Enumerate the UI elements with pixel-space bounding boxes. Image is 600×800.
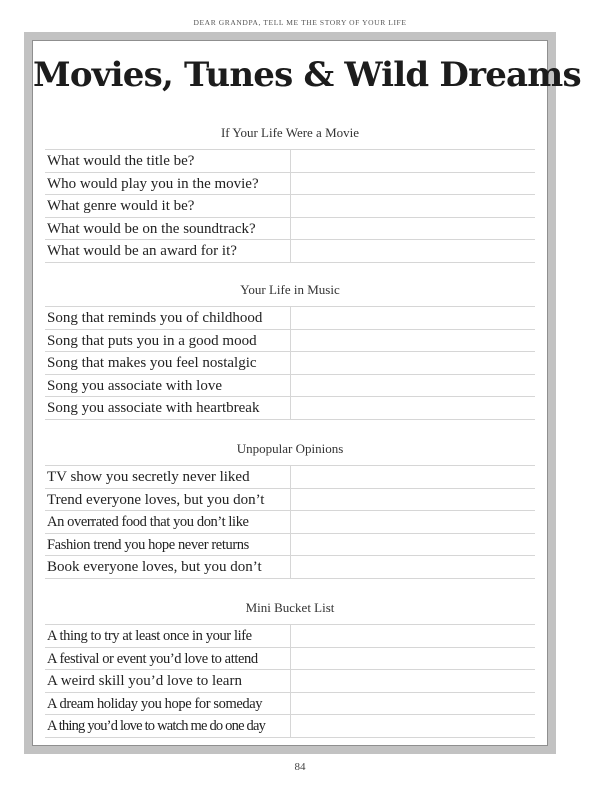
section-title: Your Life in Music (240, 282, 340, 297)
table-row (45, 625, 535, 648)
section-life-music (45, 276, 535, 420)
table-row (45, 466, 535, 489)
question-label: A dream holiday you hope for someday (45, 693, 291, 715)
answer-cell[interactable] (291, 715, 535, 737)
table-row (45, 489, 535, 512)
table-row (45, 150, 535, 173)
table-row (45, 693, 535, 716)
question-table (45, 465, 535, 579)
question-label: What genre would it be? (45, 195, 291, 217)
table-row (45, 511, 535, 534)
table-row (45, 195, 535, 218)
page-number: 84 (294, 761, 306, 773)
table-row (45, 307, 535, 330)
table-row (45, 173, 535, 196)
question-table (45, 624, 535, 738)
question-label: A weird skill you’d love to learn (45, 670, 291, 692)
answer-cell[interactable] (291, 648, 535, 670)
section-unpopular-opinions (45, 435, 535, 579)
answer-cell[interactable] (291, 397, 535, 419)
answer-cell[interactable] (291, 307, 535, 329)
question-label: What would be on the soundtrack? (45, 218, 291, 240)
question-label: Song you associate with heartbreak (45, 397, 291, 419)
question-label: A festival or event you’d love to attend (45, 648, 291, 670)
table-row (45, 648, 535, 671)
question-label: Song you associate with love (45, 375, 291, 397)
answer-cell[interactable] (291, 511, 535, 533)
question-label: Fashion trend you hope never returns (45, 534, 291, 556)
question-label: An overrated food that you don’t like (45, 511, 291, 533)
question-label: Song that makes you feel nostalgic (45, 352, 291, 374)
answer-cell[interactable] (291, 625, 535, 647)
answer-cell[interactable] (291, 330, 535, 352)
question-label: What would the title be? (45, 150, 291, 172)
answer-cell[interactable] (291, 195, 535, 217)
answer-cell[interactable] (291, 375, 535, 397)
page-content (32, 40, 581, 746)
table-row (45, 556, 535, 579)
table-row (45, 240, 535, 263)
question-label: Book everyone loves, but you don’t (45, 556, 291, 578)
answer-cell[interactable] (291, 534, 535, 556)
table-row (45, 534, 535, 557)
section-life-movie (45, 119, 535, 263)
answer-cell[interactable] (291, 352, 535, 374)
question-label: What would be an award for it? (45, 240, 291, 262)
table-row (45, 352, 535, 375)
answer-cell[interactable] (291, 556, 535, 578)
table-row (45, 330, 535, 353)
running-head: DEAR GRANDPA, TELL ME THE STORY OF YOUR LIFE (193, 18, 407, 27)
question-label: Who would play you in the movie? (45, 173, 291, 195)
answer-cell[interactable] (291, 693, 535, 715)
question-table (45, 149, 535, 263)
question-label: Trend everyone loves, but you don’t (45, 489, 291, 511)
table-row (45, 397, 535, 420)
table-row (45, 218, 535, 241)
section-title: If Your Life Were a Movie (220, 125, 360, 140)
table-row (45, 715, 535, 738)
question-label: Song that puts you in a good mood (45, 330, 291, 352)
answer-cell[interactable] (291, 466, 535, 488)
page-frame (24, 32, 581, 754)
answer-cell[interactable] (291, 670, 535, 692)
page-title: Movies, Tunes & Wild Dreams (33, 55, 581, 95)
answer-cell[interactable] (291, 173, 535, 195)
answer-cell[interactable] (291, 150, 535, 172)
table-row (45, 670, 535, 693)
section-mini-bucket-list (45, 594, 535, 738)
answer-cell[interactable] (291, 218, 535, 240)
section-title: Unpopular Opinions (236, 441, 344, 456)
question-label: TV show you secretly never liked (45, 466, 291, 488)
answer-cell[interactable] (291, 489, 535, 511)
question-label: A thing you’d love to watch me do one day (45, 715, 291, 737)
question-table (45, 306, 535, 420)
question-label: Song that reminds you of childhood (45, 307, 291, 329)
table-row (45, 375, 535, 398)
question-label: A thing to try at least once in your life (45, 625, 291, 647)
section-title: Mini Bucket List (245, 600, 335, 615)
answer-cell[interactable] (291, 240, 535, 262)
